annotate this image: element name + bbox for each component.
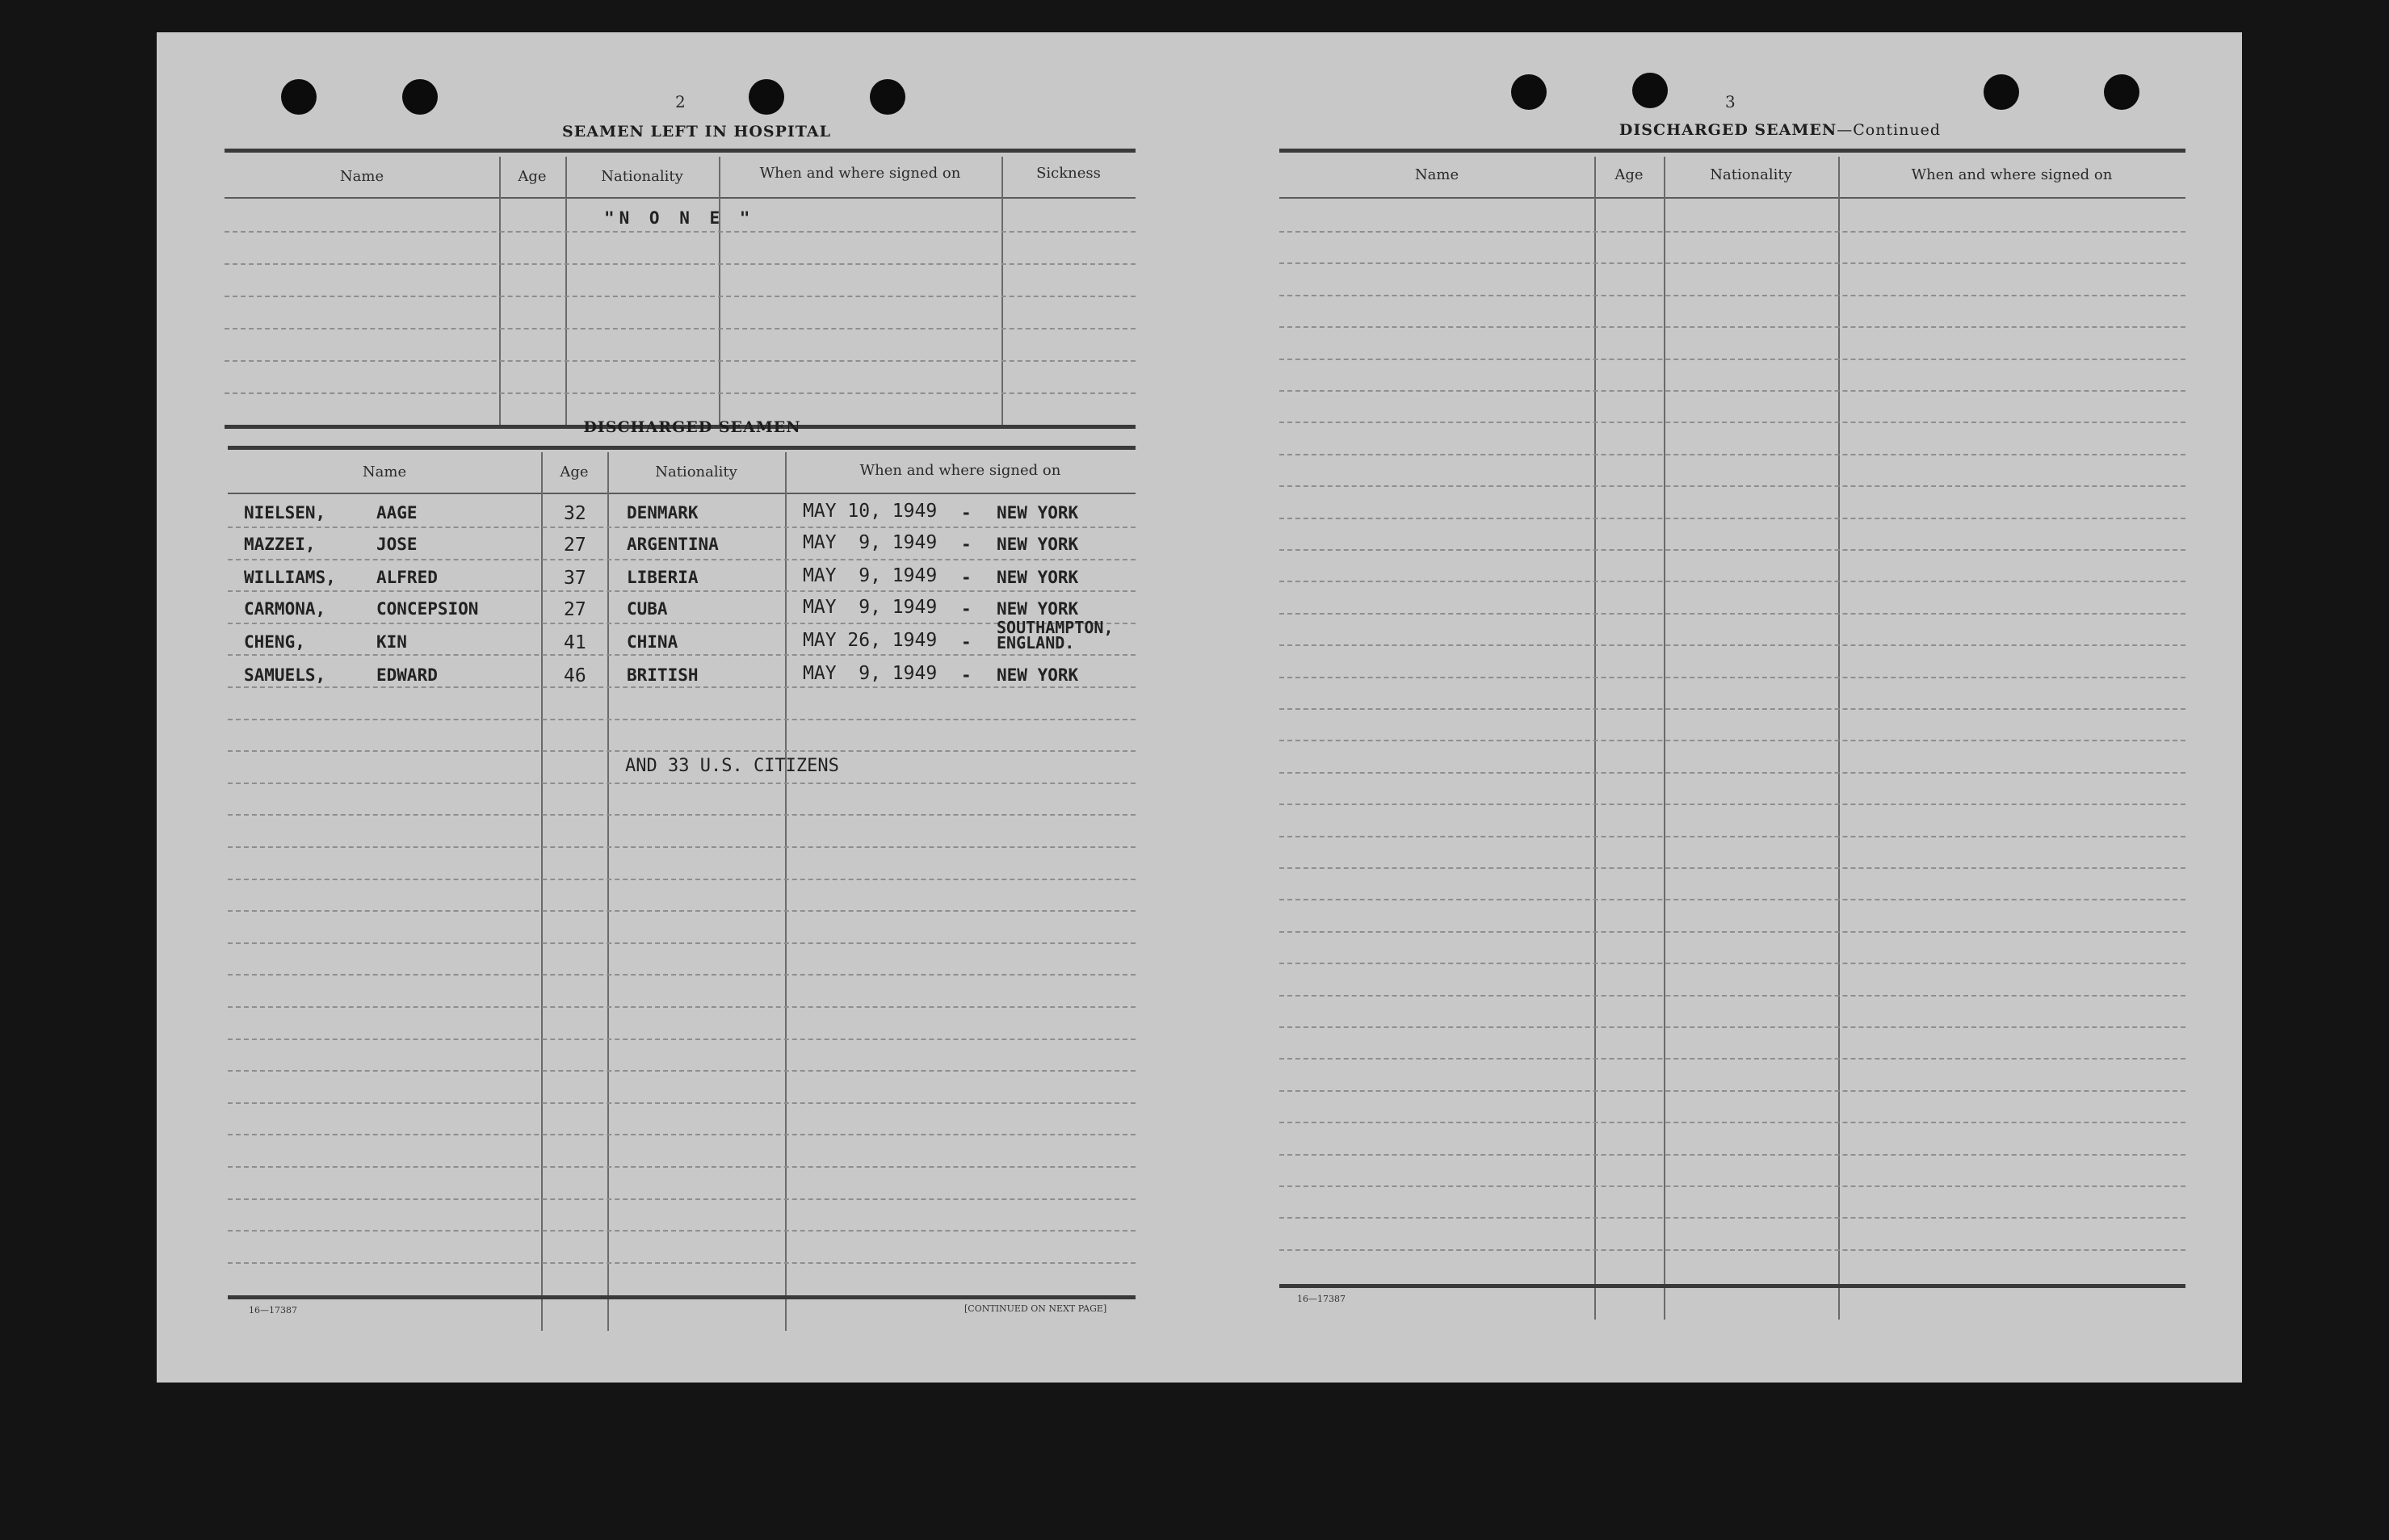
ruled-row-line <box>1279 1217 2185 1219</box>
discharged-section-title: DISCHARGED SEAMEN <box>583 418 801 436</box>
seaman-signed-place: NEW YORK <box>997 599 1079 619</box>
ruled-row-line <box>228 590 1136 592</box>
punch-hole <box>281 79 317 115</box>
ruled-row-line <box>1279 295 2185 296</box>
hospital-none-entry: "N O N E " <box>604 208 755 228</box>
seaman-surname: WILLIAMS, <box>244 568 336 587</box>
discharged-continued-title-main: DISCHARGED SEAMEN <box>1619 121 1837 139</box>
ruled-row-line <box>228 1039 1136 1040</box>
seaman-given-name: JOSE <box>376 535 418 554</box>
ruled-row-line <box>1279 1154 2185 1156</box>
hospital-vline <box>1001 157 1003 428</box>
hospital-col-age: Age <box>518 168 547 185</box>
seaman-age: 41 <box>564 632 586 653</box>
seaman-signed-date: MAY 9, 1949 <box>803 597 938 618</box>
seaman-signed-place: NEW YORK <box>997 503 1079 522</box>
punch-hole <box>2104 74 2139 110</box>
continued-vline <box>1838 157 1840 1320</box>
hospital-row-line <box>225 231 1136 233</box>
seaman-age: 27 <box>564 535 586 556</box>
ruled-row-line <box>1279 963 2185 964</box>
ruled-row-line <box>1279 836 2185 837</box>
discharged-continued-title-suffix: —Continued <box>1837 121 1942 139</box>
continued-col-name: Name <box>1414 166 1459 183</box>
punch-hole <box>870 79 905 115</box>
ruled-row-line <box>1279 931 2185 933</box>
form-number-right: 16—17387 <box>1297 1294 1346 1304</box>
ruled-row-line <box>228 942 1136 944</box>
punch-hole <box>1511 74 1547 110</box>
discharged-col-signed-on: When and where signed on <box>859 462 1061 479</box>
ruled-row-line <box>228 559 1136 560</box>
hospital-row-line <box>225 392 1136 394</box>
ruled-row-line <box>1279 390 2185 392</box>
continued-col-age: Age <box>1614 166 1644 183</box>
seaman-age: 46 <box>564 665 586 686</box>
seaman-signed-date: MAY 9, 1949 <box>803 663 938 684</box>
seaman-signed-date: MAY 26, 1949 <box>803 630 938 651</box>
seaman-dash: - <box>961 599 972 619</box>
discharged-bottom-rule <box>228 1295 1136 1299</box>
seaman-signed-date: MAY 10, 1949 <box>803 501 938 522</box>
ruled-row-line <box>1279 262 2185 264</box>
seaman-nationality: LIBERIA <box>627 568 699 587</box>
seaman-given-name: CONCEPSION <box>376 599 479 619</box>
ruled-row-line <box>1279 1185 2185 1187</box>
seaman-signed-date: MAY 9, 1949 <box>803 532 938 553</box>
continued-vline <box>1664 157 1665 1320</box>
ruled-row-line <box>1279 326 2185 328</box>
ruled-row-line <box>228 750 1136 752</box>
seaman-surname: CHENG, <box>244 632 305 652</box>
ruled-row-line <box>228 1134 1136 1135</box>
us-citizens-note: AND 33 U.S. CITIZENS <box>625 756 839 776</box>
ruled-row-line <box>1279 231 2185 233</box>
hospital-row-line <box>225 263 1136 265</box>
punch-hole <box>1984 74 2019 110</box>
ruled-row-line <box>228 814 1136 816</box>
ruled-row-line <box>228 1102 1136 1104</box>
seaman-nationality: ARGENTINA <box>627 535 719 554</box>
discharged-header-rule <box>228 493 1136 494</box>
ruled-row-line <box>1279 867 2185 869</box>
discharged-col-nationality: Nationality <box>655 464 737 480</box>
hospital-col-name: Name <box>339 168 384 185</box>
continued-bottom-rule <box>1279 1284 2185 1288</box>
ruled-row-line <box>228 686 1136 688</box>
ruled-row-line <box>228 879 1136 880</box>
seaman-nationality: CHINA <box>627 632 678 652</box>
ruled-row-line <box>228 527 1136 528</box>
ruled-row-line <box>1279 549 2185 551</box>
seaman-nationality: CUBA <box>627 599 668 619</box>
punch-hole <box>749 79 784 115</box>
ruled-row-line <box>1279 1026 2185 1028</box>
ruled-row-line <box>1279 613 2185 615</box>
seaman-surname: MAZZEI, <box>244 535 316 554</box>
ruled-row-line <box>228 654 1136 656</box>
ruled-row-line <box>1279 422 2185 423</box>
ruled-row-line <box>1279 1090 2185 1092</box>
hospital-vline <box>719 157 720 428</box>
ruled-row-line <box>1279 454 2185 455</box>
seaman-dash: - <box>961 503 972 522</box>
hospital-row-line <box>225 296 1136 297</box>
ruled-row-line <box>1279 804 2185 805</box>
continued-note: [CONTINUED ON NEXT PAGE] <box>964 1303 1107 1314</box>
ruled-row-line <box>228 910 1136 912</box>
seaman-given-name: KIN <box>376 632 407 652</box>
ruled-row-line <box>228 1006 1136 1008</box>
seaman-dash: - <box>961 535 972 554</box>
ruled-row-line <box>228 1166 1136 1168</box>
ruled-row-line <box>1279 899 2185 900</box>
form-number-left: 16—17387 <box>249 1305 297 1316</box>
ruled-row-line <box>1279 359 2185 360</box>
ruled-row-line <box>1279 1249 2185 1251</box>
continued-col-nationality: Nationality <box>1710 166 1792 183</box>
hospital-col-sickness: Sickness <box>1036 165 1101 182</box>
seaman-signed-place: NEW YORK <box>997 568 1079 587</box>
hospital-vline <box>565 157 567 428</box>
hospital-row-line <box>225 360 1136 362</box>
seaman-surname: CARMONA, <box>244 599 326 619</box>
ruled-row-line <box>1279 740 2185 741</box>
seaman-surname: NIELSEN, <box>244 503 326 522</box>
discharged-col-name: Name <box>362 464 407 480</box>
discharged-top-rule <box>228 446 1136 450</box>
discharged-continued-title <box>1578 121 1982 139</box>
seaman-age: 32 <box>564 503 586 524</box>
seaman-signed-date: MAY 9, 1949 <box>803 565 938 586</box>
ruled-row-line <box>1279 1122 2185 1123</box>
seaman-dash: - <box>961 632 972 652</box>
document-sheet <box>157 32 2242 1383</box>
continued-col-signed-on: When and where signed on <box>1911 166 2113 183</box>
seaman-dash: - <box>961 665 972 685</box>
seaman-age: 37 <box>564 568 586 589</box>
ruled-row-line <box>228 846 1136 848</box>
seaman-given-name: AAGE <box>376 503 418 522</box>
hospital-col-nationality: Nationality <box>601 168 683 185</box>
ruled-row-line <box>1279 772 2185 774</box>
ruled-row-line <box>1279 644 2185 646</box>
hospital-top-rule <box>225 149 1136 153</box>
seaman-dash: - <box>961 568 972 587</box>
seaman-signed-place: NEW YORK <box>997 665 1079 685</box>
continued-header-rule <box>1279 197 2185 199</box>
ruled-row-line <box>228 1070 1136 1072</box>
ruled-row-line <box>228 1198 1136 1200</box>
continued-vline <box>1594 157 1596 1320</box>
ruled-row-line <box>1279 1058 2185 1060</box>
punch-hole <box>1632 73 1668 108</box>
ruled-row-line <box>1279 708 2185 710</box>
ruled-row-line <box>228 719 1136 720</box>
ruled-row-line <box>1279 485 2185 487</box>
ruled-row-line <box>1279 581 2185 582</box>
continued-top-rule <box>1279 149 2185 153</box>
hospital-row-line <box>225 328 1136 329</box>
seaman-given-name: ALFRED <box>376 568 438 587</box>
seaman-nationality: BRITISH <box>627 665 699 685</box>
ruled-row-line <box>228 974 1136 976</box>
hospital-section-title: SEAMEN LEFT IN HOSPITAL <box>562 123 831 141</box>
ruled-row-line <box>1279 995 2185 997</box>
page-number-right: 3 <box>1725 92 1736 111</box>
ruled-row-line <box>1279 518 2185 519</box>
punch-hole <box>402 79 438 115</box>
ruled-row-line <box>1279 677 2185 678</box>
seaman-given-name: EDWARD <box>376 665 438 685</box>
page-number-left: 2 <box>675 92 686 111</box>
seaman-signed-place: SOUTHAMPTON, ENGLAND. <box>997 618 1114 653</box>
seaman-nationality: DENMARK <box>627 503 699 522</box>
discharged-col-age: Age <box>560 464 589 480</box>
ruled-row-line <box>228 1262 1136 1264</box>
seaman-age: 27 <box>564 599 586 620</box>
seaman-surname: SAMUELS, <box>244 665 326 685</box>
ruled-row-line <box>228 783 1136 784</box>
ruled-row-line <box>228 1230 1136 1232</box>
seaman-signed-place: NEW YORK <box>997 535 1079 554</box>
hospital-header-rule <box>225 197 1136 199</box>
hospital-vline <box>499 157 501 428</box>
hospital-col-signed-on: When and where signed on <box>759 165 961 182</box>
